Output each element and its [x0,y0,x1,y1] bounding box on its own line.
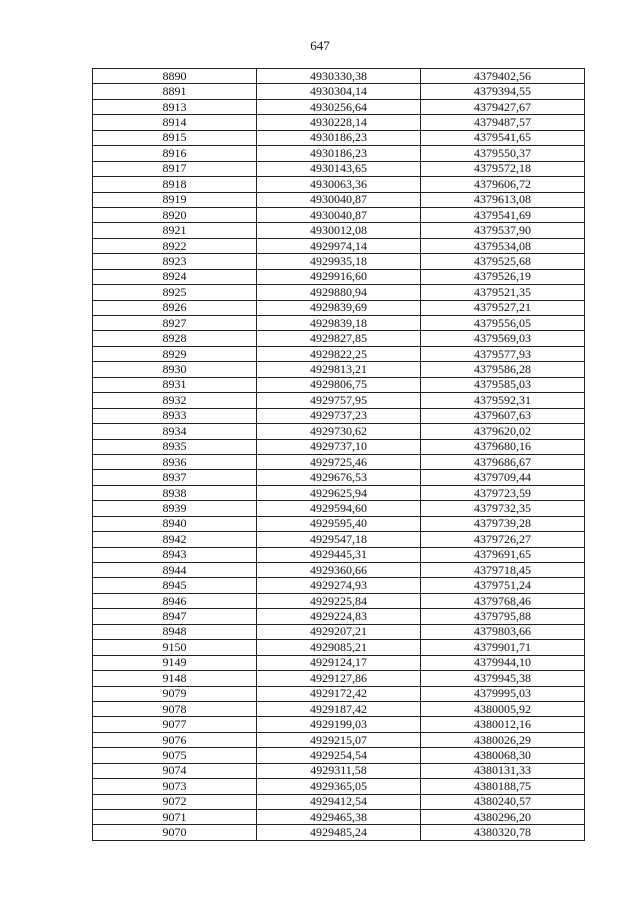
point-number-cell: 8934 [93,424,257,439]
point-number-cell: 9074 [93,763,257,778]
table-row [93,269,585,284]
point-number-cell: 8936 [93,454,257,469]
x-coordinate-cell: 4929485,24 [257,825,421,840]
y-coordinate-cell: 4380068,30 [421,748,585,763]
y-coordinate-cell: 4379606,72 [421,177,585,192]
x-coordinate-cell: 4929839,69 [257,300,421,315]
y-coordinate-cell: 4379569,03 [421,331,585,346]
y-coordinate-cell: 4379768,46 [421,593,585,608]
point-number-cell: 8924 [93,269,257,284]
table-row [93,377,585,392]
point-number-cell: 8948 [93,624,257,639]
x-coordinate-cell: 4929595,40 [257,516,421,531]
page-number: 647 [310,38,330,53]
table-row [93,748,585,763]
y-coordinate-cell: 4379691,65 [421,547,585,562]
table-row [93,439,585,454]
y-coordinate-cell: 4379577,93 [421,346,585,361]
x-coordinate-cell: 4929547,18 [257,532,421,547]
x-coordinate-cell: 4929827,85 [257,331,421,346]
x-coordinate-cell: 4929224,83 [257,609,421,624]
point-number-cell: 8928 [93,331,257,346]
y-coordinate-cell: 4379732,35 [421,501,585,516]
y-coordinate-cell: 4380296,20 [421,810,585,825]
y-coordinate-cell: 4379534,08 [421,238,585,253]
y-coordinate-cell: 4379541,69 [421,207,585,222]
point-number-cell: 8927 [93,316,257,331]
y-coordinate-cell: 4379945,38 [421,671,585,686]
table-row [93,408,585,423]
table-row [93,516,585,531]
point-number-cell: 9073 [93,779,257,794]
table-row [93,254,585,269]
x-coordinate-cell: 4930040,87 [257,207,421,222]
point-number-cell: 9070 [93,825,257,840]
point-number-cell: 9079 [93,686,257,701]
table-row [93,593,585,608]
x-coordinate-cell: 4929974,14 [257,238,421,253]
y-coordinate-cell: 4379901,71 [421,640,585,655]
table-row [93,69,585,84]
x-coordinate-cell: 4929124,17 [257,655,421,670]
x-coordinate-cell: 4929207,21 [257,624,421,639]
point-number-cell: 8932 [93,393,257,408]
y-coordinate-cell: 4379686,67 [421,454,585,469]
x-coordinate-cell: 4929465,38 [257,810,421,825]
table-row [93,810,585,825]
x-coordinate-cell: 4930304,14 [257,84,421,99]
point-number-cell: 8938 [93,485,257,500]
table-row [93,223,585,238]
point-number-cell: 8913 [93,99,257,114]
table-row [93,763,585,778]
x-coordinate-cell: 4929412,54 [257,794,421,809]
x-coordinate-cell: 4929676,53 [257,470,421,485]
point-number-cell: 9077 [93,717,257,732]
table-row [93,485,585,500]
table-row [93,177,585,192]
table-row [93,115,585,130]
table-row [93,563,585,578]
table-row [93,130,585,145]
x-coordinate-cell: 4929172,42 [257,686,421,701]
x-coordinate-cell: 4929187,42 [257,701,421,716]
point-number-cell: 8918 [93,177,257,192]
point-number-cell: 9071 [93,810,257,825]
x-coordinate-cell: 4929127,86 [257,671,421,686]
y-coordinate-cell: 4380026,29 [421,732,585,747]
table-row [93,454,585,469]
x-coordinate-cell: 4930012,08 [257,223,421,238]
y-coordinate-cell: 4379572,18 [421,161,585,176]
y-coordinate-cell: 4379680,16 [421,439,585,454]
x-coordinate-cell: 4929274,93 [257,578,421,593]
table-row [93,161,585,176]
table-row [93,686,585,701]
table-row [93,609,585,624]
y-coordinate-cell: 4380240,57 [421,794,585,809]
point-number-cell: 9148 [93,671,257,686]
point-number-cell: 8919 [93,192,257,207]
point-number-cell: 8891 [93,84,257,99]
table-row [93,825,585,840]
y-coordinate-cell: 4379394,55 [421,84,585,99]
table-row [93,207,585,222]
x-coordinate-cell: 4930330,38 [257,69,421,84]
point-number-cell: 8939 [93,501,257,516]
x-coordinate-cell: 4930186,23 [257,146,421,161]
x-coordinate-cell: 4929215,07 [257,732,421,747]
x-coordinate-cell: 4930186,23 [257,130,421,145]
y-coordinate-cell: 4379795,88 [421,609,585,624]
point-number-cell: 8944 [93,563,257,578]
y-coordinate-cell: 4380005,92 [421,701,585,716]
point-number-cell: 8925 [93,285,257,300]
table-row [93,732,585,747]
table-row [93,671,585,686]
point-number-cell: 8937 [93,470,257,485]
y-coordinate-cell: 4379427,67 [421,99,585,114]
point-number-cell: 8930 [93,362,257,377]
point-number-cell: 9076 [93,732,257,747]
x-coordinate-cell: 4929880,94 [257,285,421,300]
x-coordinate-cell: 4929813,21 [257,362,421,377]
table-row [93,655,585,670]
y-coordinate-cell: 4379726,27 [421,532,585,547]
point-number-cell: 8929 [93,346,257,361]
table-row [93,300,585,315]
table-row [93,717,585,732]
y-coordinate-cell: 4379487,57 [421,115,585,130]
point-number-cell: 8916 [93,146,257,161]
y-coordinate-cell: 4379944,10 [421,655,585,670]
point-number-cell: 9075 [93,748,257,763]
x-coordinate-cell: 4929365,05 [257,779,421,794]
point-number-cell: 8917 [93,161,257,176]
y-coordinate-cell: 4379613,08 [421,192,585,207]
table-row [93,393,585,408]
x-coordinate-cell: 4929916,60 [257,269,421,284]
table-row [93,640,585,655]
x-coordinate-cell: 4929225,84 [257,593,421,608]
point-number-cell: 8940 [93,516,257,531]
y-coordinate-cell: 4379592,31 [421,393,585,408]
x-coordinate-cell: 4930256,64 [257,99,421,114]
table-row [93,192,585,207]
y-coordinate-cell: 4379585,03 [421,377,585,392]
y-coordinate-cell: 4379718,45 [421,563,585,578]
y-coordinate-cell: 4379527,21 [421,300,585,315]
y-coordinate-cell: 4379803,66 [421,624,585,639]
x-coordinate-cell: 4929737,23 [257,408,421,423]
point-number-cell: 8945 [93,578,257,593]
x-coordinate-cell: 4929757,95 [257,393,421,408]
y-coordinate-cell: 4379739,28 [421,516,585,531]
x-coordinate-cell: 4929737,10 [257,439,421,454]
x-coordinate-cell: 4929839,18 [257,316,421,331]
table-row [93,624,585,639]
y-coordinate-cell: 4380188,75 [421,779,585,794]
table-row [93,794,585,809]
point-number-cell: 8915 [93,130,257,145]
x-coordinate-cell: 4929725,46 [257,454,421,469]
x-coordinate-cell: 4929085,21 [257,640,421,655]
coordinates-table-body [93,69,585,841]
table-row [93,362,585,377]
y-coordinate-cell: 4379607,63 [421,408,585,423]
point-number-cell: 8926 [93,300,257,315]
point-number-cell: 8931 [93,377,257,392]
point-number-cell: 8890 [93,69,257,84]
table-row [93,532,585,547]
point-number-cell: 8933 [93,408,257,423]
table-row [93,470,585,485]
y-coordinate-cell: 4380012,16 [421,717,585,732]
table-row [93,424,585,439]
x-coordinate-cell: 4929594,60 [257,501,421,516]
y-coordinate-cell: 4379723,59 [421,485,585,500]
table-row [93,146,585,161]
point-number-cell: 9149 [93,655,257,670]
y-coordinate-cell: 4379556,05 [421,316,585,331]
table-row [93,331,585,346]
y-coordinate-cell: 4379541,65 [421,130,585,145]
point-number-cell: 8920 [93,207,257,222]
y-coordinate-cell: 4379521,35 [421,285,585,300]
point-number-cell: 8947 [93,609,257,624]
table-row [93,501,585,516]
y-coordinate-cell: 4379709,44 [421,470,585,485]
table-row [93,99,585,114]
y-coordinate-cell: 4379586,28 [421,362,585,377]
x-coordinate-cell: 4930143,65 [257,161,421,176]
point-number-cell: 8946 [93,593,257,608]
x-coordinate-cell: 4929199,03 [257,717,421,732]
y-coordinate-cell: 4379995,03 [421,686,585,701]
x-coordinate-cell: 4930228,14 [257,115,421,130]
y-coordinate-cell: 4380320,78 [421,825,585,840]
x-coordinate-cell: 4929625,94 [257,485,421,500]
point-number-cell: 8942 [93,532,257,547]
point-number-cell: 9078 [93,701,257,716]
y-coordinate-cell: 4379537,90 [421,223,585,238]
point-number-cell: 8914 [93,115,257,130]
coordinates-table [92,68,585,841]
point-number-cell: 9150 [93,640,257,655]
table-row [93,238,585,253]
x-coordinate-cell: 4929445,31 [257,547,421,562]
table-row [93,316,585,331]
x-coordinate-cell: 4929730,62 [257,424,421,439]
x-coordinate-cell: 4929254,54 [257,748,421,763]
point-number-cell: 8935 [93,439,257,454]
point-number-cell: 8923 [93,254,257,269]
y-coordinate-cell: 4379550,37 [421,146,585,161]
y-coordinate-cell: 4379620,02 [421,424,585,439]
x-coordinate-cell: 4930040,87 [257,192,421,207]
point-number-cell: 8922 [93,238,257,253]
table-row [93,285,585,300]
y-coordinate-cell: 4379526,19 [421,269,585,284]
point-number-cell: 8943 [93,547,257,562]
x-coordinate-cell: 4930063,36 [257,177,421,192]
table-row [93,779,585,794]
table-row [93,547,585,562]
x-coordinate-cell: 4929360,66 [257,563,421,578]
table-row [93,346,585,361]
table-row [93,84,585,99]
y-coordinate-cell: 4379751,24 [421,578,585,593]
x-coordinate-cell: 4929935,18 [257,254,421,269]
x-coordinate-cell: 4929311,58 [257,763,421,778]
y-coordinate-cell: 4379402,56 [421,69,585,84]
table-row [93,578,585,593]
table-row [93,701,585,716]
x-coordinate-cell: 4929822,25 [257,346,421,361]
x-coordinate-cell: 4929806,75 [257,377,421,392]
point-number-cell: 9072 [93,794,257,809]
point-number-cell: 8921 [93,223,257,238]
y-coordinate-cell: 4380131,33 [421,763,585,778]
y-coordinate-cell: 4379525,68 [421,254,585,269]
